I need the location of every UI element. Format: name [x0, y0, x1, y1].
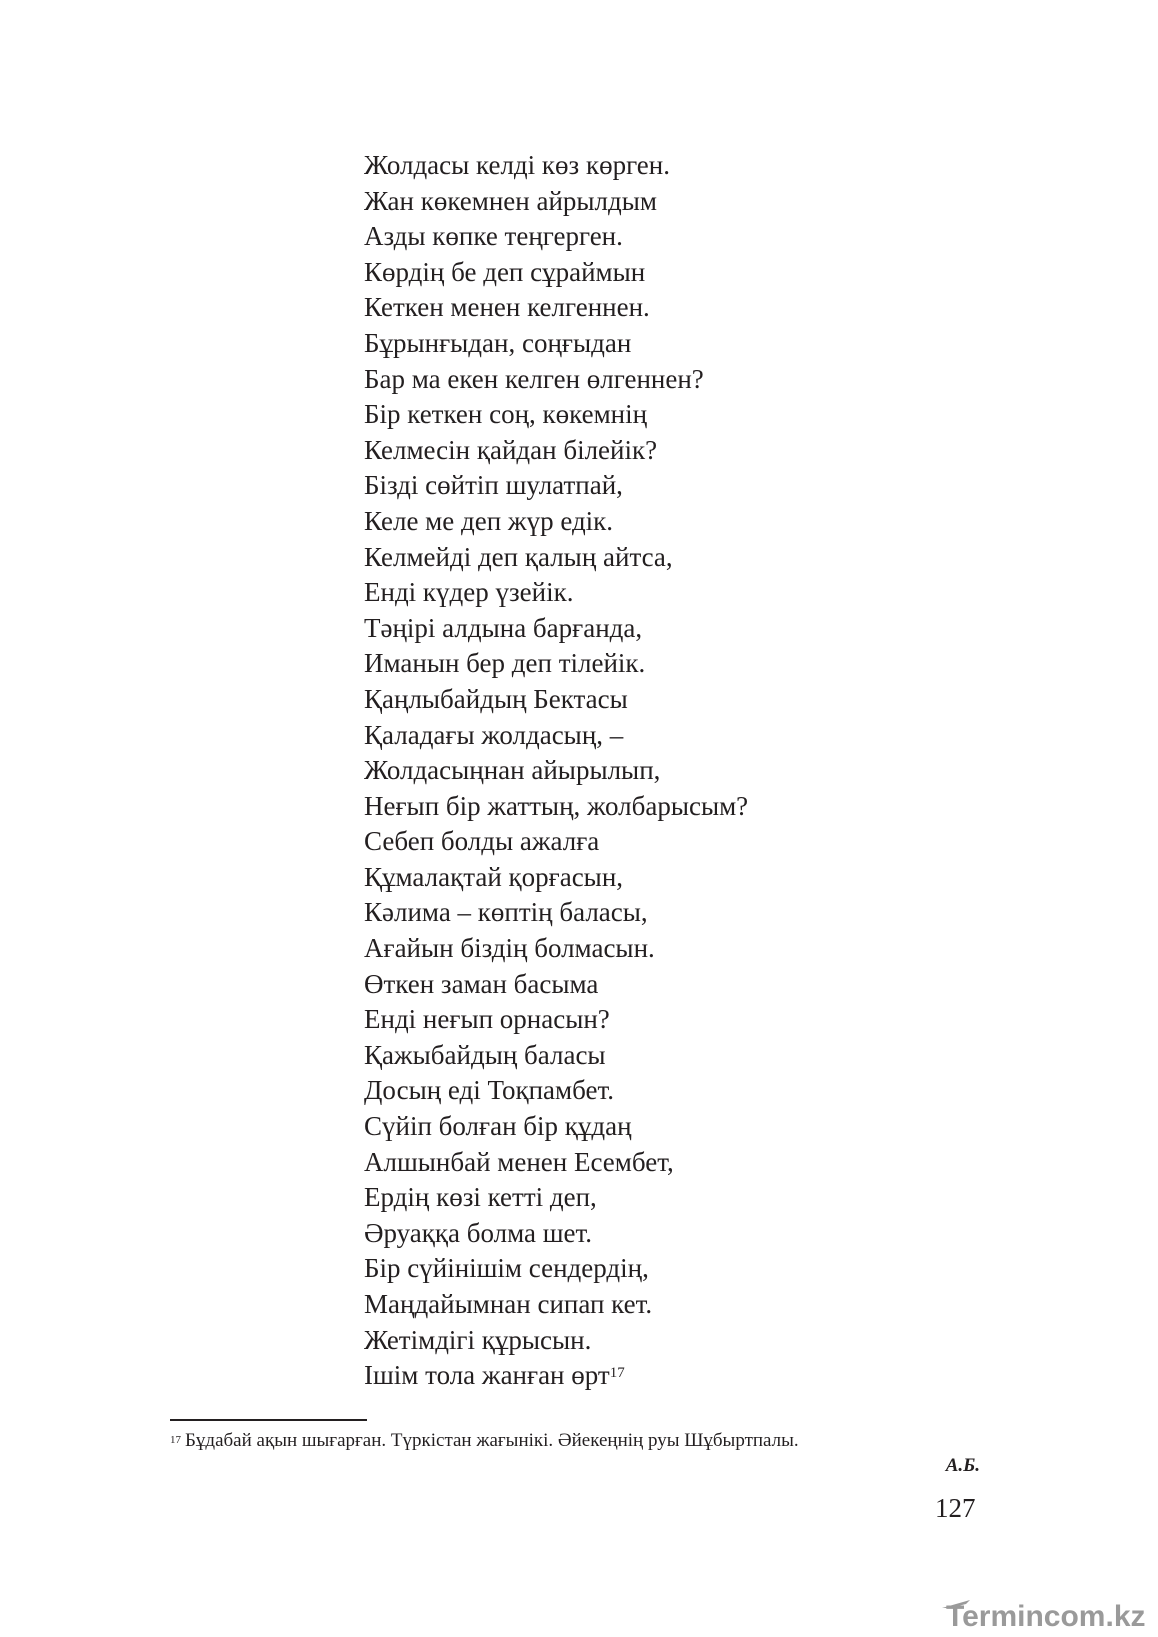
poem-line: Енді күдер үзейік. [364, 577, 574, 608]
poem-line: Құмалақтай қорғасын, [364, 861, 624, 892]
poem-last-line [364, 1358, 748, 1394]
poem-line: Себеп болды ажалға [364, 826, 600, 857]
poem-line: Жан көкемнен айрылдым [364, 185, 657, 216]
poem-line: Ағайын біздің болмасын. [364, 933, 655, 964]
poem-line: Жетімдігі құрысын. [364, 1324, 592, 1355]
termincom-watermark-logo [940, 1590, 1150, 1634]
poem-line: Бізді сөйтіп шулатпай, [364, 470, 623, 501]
footnote-text: Бұдабай ақын шығарған. Түркістан жағынікі. Әйекеңнің руы Шұбыртпалы. [185, 1430, 799, 1451]
poem-line: Тәңірі алдына барғанда, [364, 612, 643, 643]
poem-line: Досың еді Тоқпамбет. [364, 1075, 615, 1106]
poem-line: Бір кеткен соң, көкемнің [364, 399, 648, 430]
poem-line: Бұрынғыдан, соңғыдан [364, 327, 632, 358]
footnote [170, 1429, 799, 1453]
poem-line: Ердің көзі кетті деп, [364, 1182, 597, 1213]
poem-line: Азды көпке теңгерген. [364, 221, 623, 252]
poem-line: Алшынбай менен Есембет, [364, 1146, 674, 1177]
page-number: 127 [935, 1493, 976, 1523]
poem-line: Әруаққа болма шет. [364, 1217, 593, 1248]
author-initials: А.Б. [945, 1455, 980, 1476]
poem-line-text: Ішім тола жанған өрт [364, 1360, 610, 1391]
poem-line: Кәлима – көптің баласы, [364, 897, 648, 928]
poem-line: Өткен заман басыма [364, 968, 599, 999]
poem-line: Келмесін қайдан білейік? [364, 434, 658, 465]
poem-line: Қажыбайдың баласы [364, 1039, 606, 1070]
poem-line: Маңдайымнан сипап кет. [364, 1289, 653, 1319]
footnote-divider [170, 1419, 367, 1421]
poem-line: Көрдің бе деп сұраймын [364, 256, 646, 287]
poem-line: Келе ме деп жүр едік. [364, 505, 614, 536]
watermark-logo-graphic [940, 1590, 1150, 1634]
poem-line: Бір сүйінішім сендердің, [364, 1253, 649, 1284]
poem-line: Кеткен менен келгеннен. [364, 292, 650, 323]
watermark-text: Termincom.kz [946, 1600, 1146, 1633]
poem-line: Қаладағы жолдасың, – [364, 719, 624, 750]
poem-line: Қаңлыбайдың Бектасы [364, 683, 628, 714]
poem-text [364, 148, 748, 1394]
footnote-reference[interactable]: 17 [609, 1365, 625, 1382]
poem-line: Енді неғып орнасын? [364, 1004, 610, 1035]
poem-line: Сүйіп болған бір құдаң [364, 1111, 632, 1142]
poem-line: Келмейді деп қалың айтса, [364, 541, 673, 572]
poem-line: Неғып бір жаттың, жолбарысым? [364, 790, 749, 821]
poem-line: Жолдасы келді көз көрген. [364, 150, 670, 180]
poem-line: Жолдасыңнан айырылып, [364, 755, 661, 786]
footnote-number: 17 [170, 1434, 181, 1446]
poem-line: Иманын бер деп тілейік. [364, 648, 646, 679]
poem-line: Бар ма екен келген өлгеннен? [364, 363, 704, 394]
